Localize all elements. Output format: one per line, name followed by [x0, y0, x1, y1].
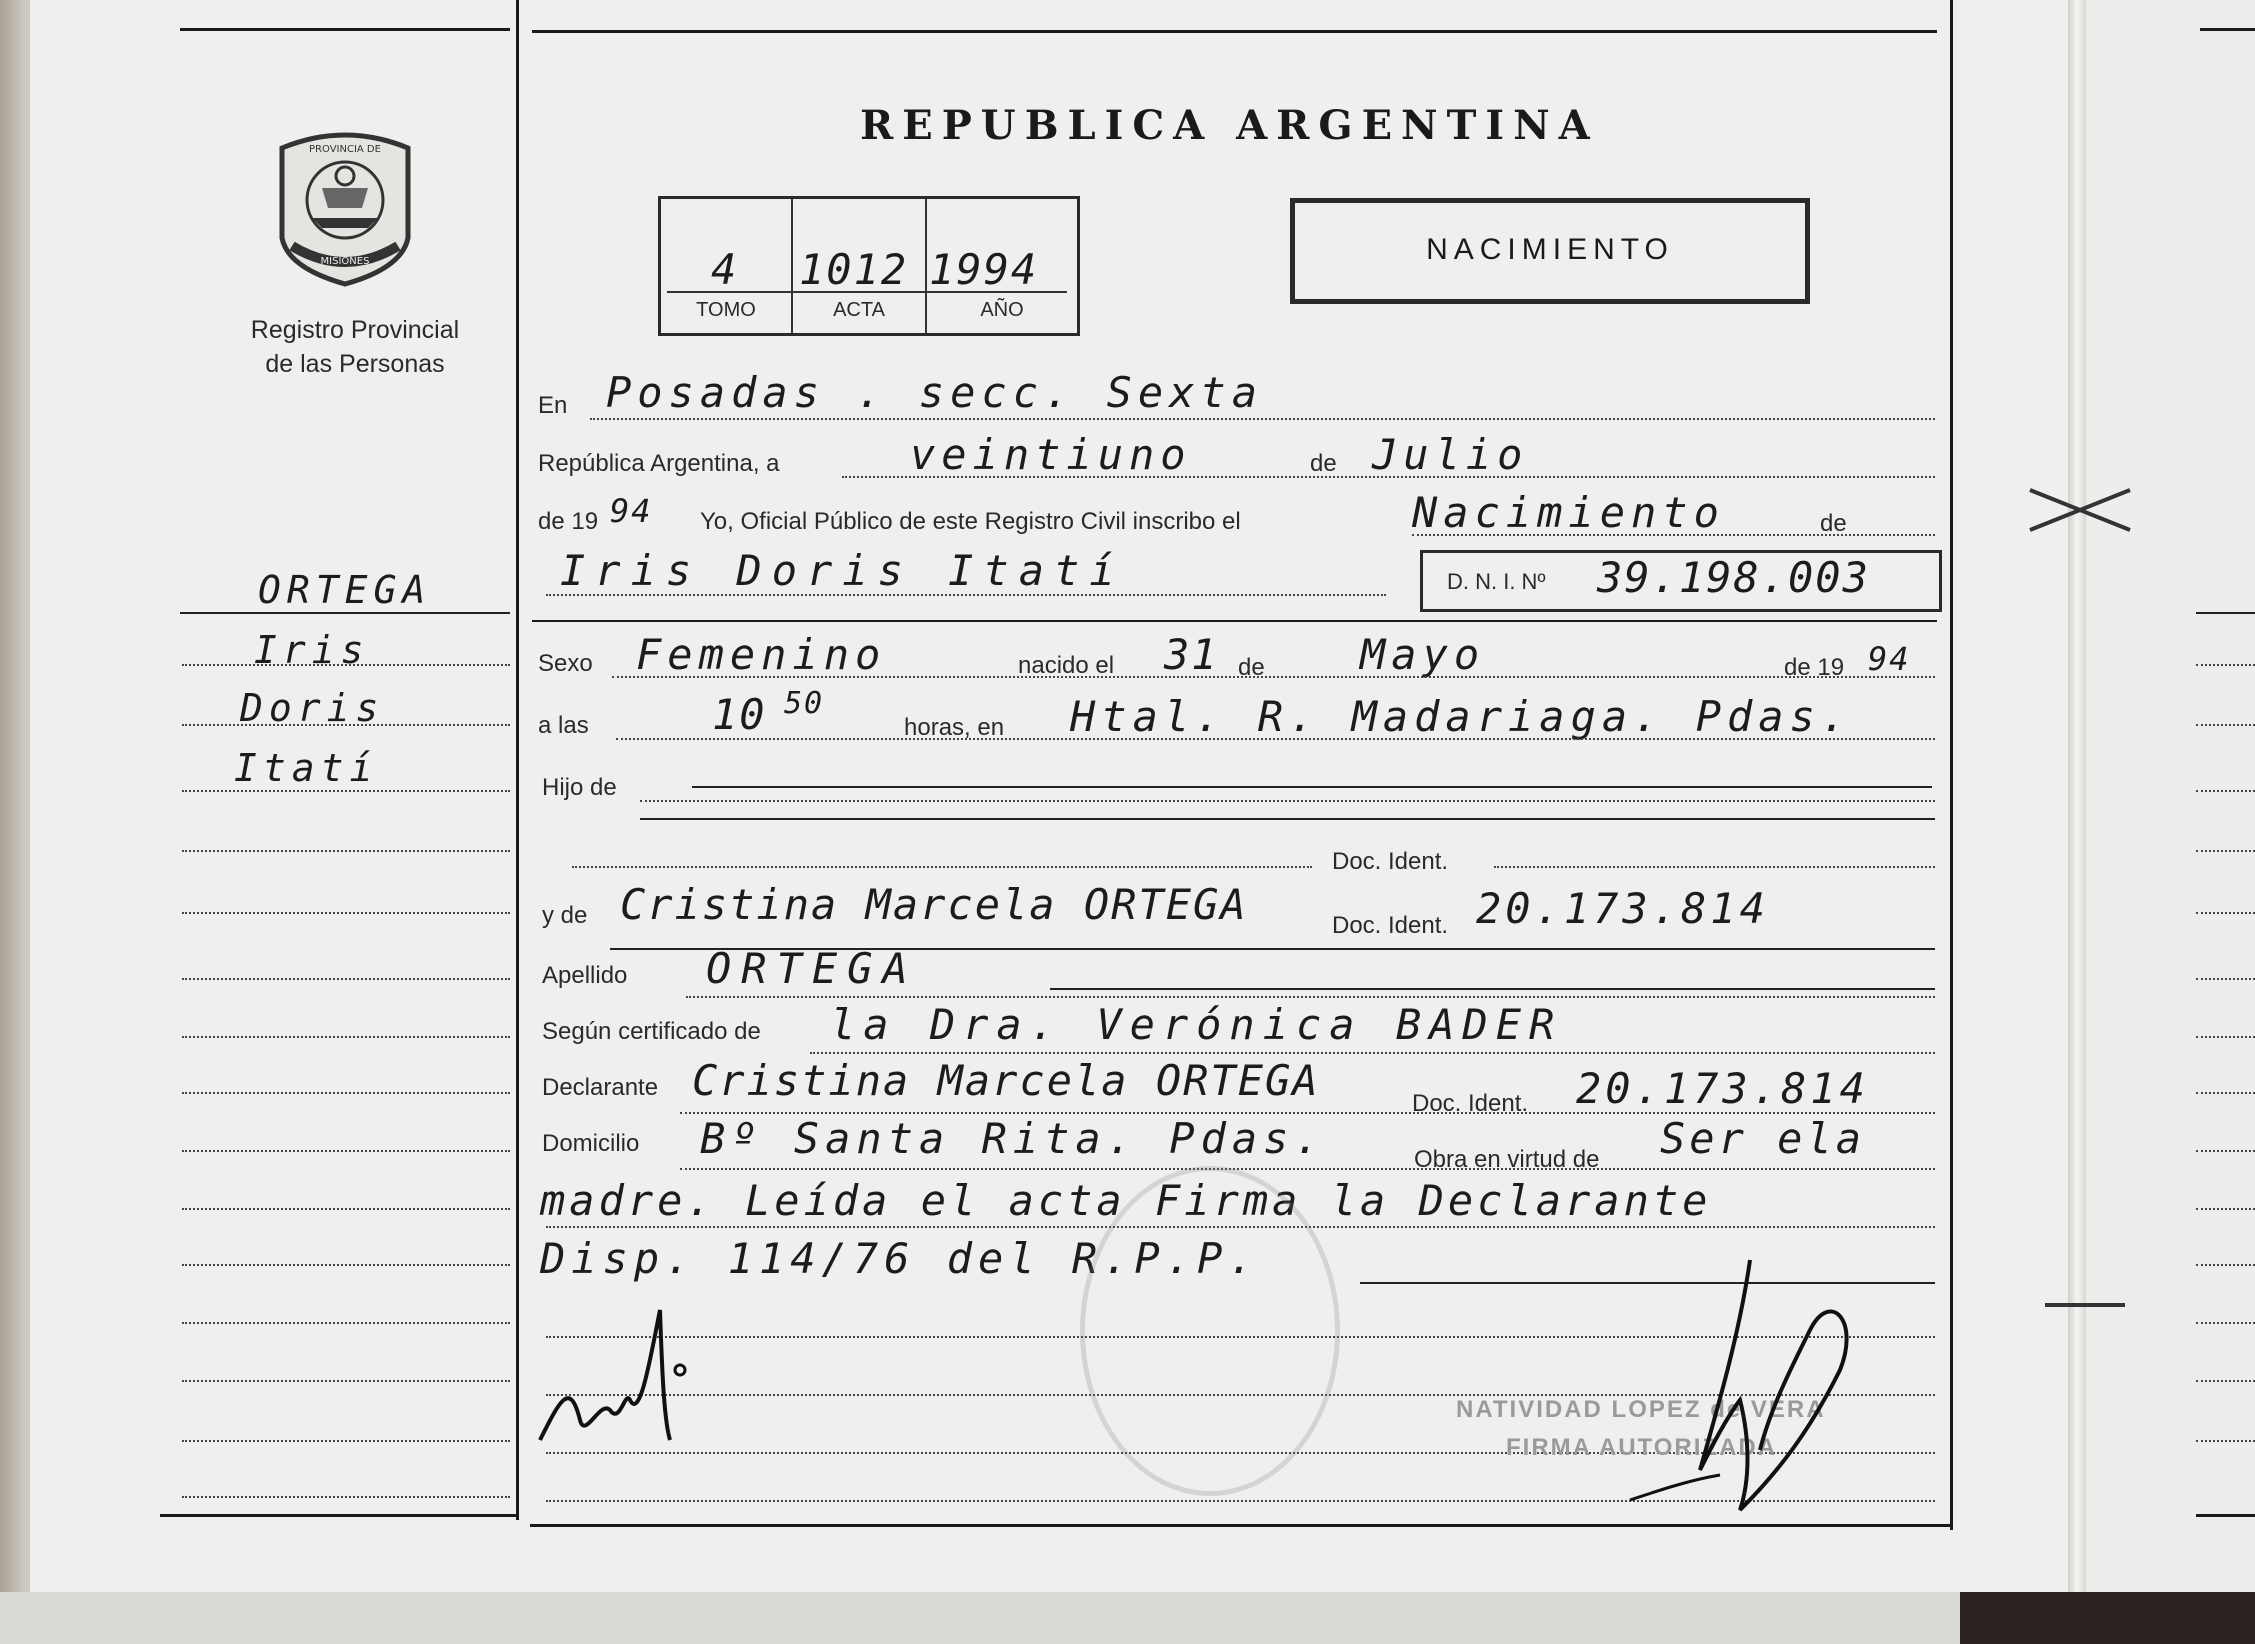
father-doc-label: Doc. Ident.	[1332, 848, 1449, 875]
birth-month: Mayo	[1360, 630, 1486, 679]
year-suffix: 94	[610, 492, 653, 530]
binding-stitch-icon-2	[2040, 1290, 2130, 1320]
act-type-label: NACIMIENTO	[1426, 233, 1674, 266]
domicilio-label: Domicilio	[542, 1130, 640, 1157]
mother-name: Cristina Marcela ORTEGA	[620, 880, 1248, 929]
binding-stitch-icon	[2020, 480, 2140, 540]
top-rule-right	[532, 30, 1937, 33]
en-label: En	[538, 392, 568, 419]
record-number-box	[658, 196, 1080, 336]
anio-label: AÑO	[980, 299, 1024, 321]
dni-box	[1420, 550, 1942, 612]
year-prefix: de 19	[538, 508, 599, 535]
month-value: Julio	[1372, 430, 1529, 479]
declarante-doc-label: Doc. Ident.	[1412, 1090, 1529, 1117]
next-page-edge	[2086, 0, 2255, 1592]
acta-value: 1012	[799, 245, 909, 294]
section-rule-1	[532, 620, 1937, 622]
page-gutter	[2068, 0, 2086, 1592]
domicilio-value: Bº Santa Rita. Pdas.	[700, 1114, 1326, 1163]
sexo-value: Femenino	[636, 630, 887, 679]
margin-signature-icon	[530, 1280, 710, 1460]
y-de-label: y de	[542, 902, 588, 929]
declarante-value: Cristina Marcela ORTEGA	[692, 1056, 1320, 1105]
margin-name-1: Iris	[254, 628, 370, 672]
sexo-label: Sexo	[538, 650, 593, 677]
tomo-label: TOMO	[696, 299, 756, 321]
stamp-officer-name: NATIVIDAD LOPEZ de VERA	[1456, 1396, 1826, 1423]
margin-surname-line	[180, 612, 510, 614]
place-of-registry: Posadas . secc. Sexta	[606, 368, 1264, 417]
dni-value: 39.198.003	[1597, 553, 1870, 602]
mother-doc-label: Doc. Ident.	[1332, 912, 1449, 939]
margin-name-3: Itatí	[234, 746, 379, 790]
day-value: veintiuno	[910, 430, 1192, 479]
republica-label: República Argentina, a	[538, 450, 780, 477]
event-value: Nacimiento	[1412, 488, 1725, 537]
anio-value: 1994	[929, 245, 1039, 294]
registered-name: Iris Doris Itatí	[560, 546, 1125, 595]
bottom-shadow	[1960, 1592, 2255, 1644]
de-label-2: de	[1820, 510, 1847, 537]
birth-de-label: de	[1238, 654, 1265, 681]
next-page-rule	[2200, 28, 2255, 31]
official-stamp-icon	[1080, 1166, 1340, 1496]
observations-line-1: madre. Leída el acta Firma la Declarante	[540, 1176, 1712, 1225]
hour-value: 10	[712, 690, 767, 739]
right-border	[1950, 0, 1953, 1530]
oficial-text: Yo, Oficial Público de este Registro Civil inscribo el	[700, 508, 1241, 535]
registry-name-line1: Registro Provincial	[250, 316, 460, 344]
declarante-label: Declarante	[542, 1074, 659, 1101]
margin-surname: ORTEGA	[258, 568, 432, 612]
observations-line-2: Disp. 114/76 del R.P.P.	[540, 1234, 1260, 1283]
tomo-value: 4	[711, 245, 743, 294]
birth-place: Htal. R. Madariaga. Pdas.	[1070, 692, 1853, 741]
de-label: de	[1310, 450, 1337, 477]
birth-day: 31	[1164, 630, 1219, 679]
bottom-edge	[0, 1592, 2255, 1644]
provincial-seal-icon	[272, 128, 418, 288]
birth-year-label: de 19	[1784, 654, 1845, 681]
top-rule-left	[180, 28, 510, 31]
horas-label: horas, en	[904, 714, 1005, 741]
officer-signature-icon	[1600, 1250, 1880, 1530]
apellido-label: Apellido	[542, 962, 628, 989]
stamp-authorized: FIRMA AUTORIZADA	[1506, 1434, 1778, 1461]
obra-label: Obra en virtud de	[1414, 1146, 1600, 1173]
country-title: REPUBLICA ARGENTINA	[860, 102, 1599, 149]
declarante-doc-value: 20.173.814	[1576, 1064, 1869, 1113]
minute-value: 50	[784, 686, 825, 721]
birth-year-value: 94	[1868, 640, 1911, 678]
margin-divider	[516, 0, 519, 1520]
act-type-box	[1290, 198, 1810, 304]
hijo-label: Hijo de	[542, 774, 617, 801]
a-las-label: a las	[538, 712, 589, 739]
registry-name-line2: de las Personas	[265, 350, 445, 378]
nacido-label: nacido el	[1018, 652, 1115, 679]
obra-value: Ser ela	[1660, 1114, 1866, 1163]
bottom-rule-left	[160, 1514, 516, 1517]
certificado-value: la Dra. Verónica BADER	[830, 1000, 1563, 1049]
margin-name-2: Doris	[240, 686, 385, 730]
certificado-label: Según certificado de	[542, 1018, 761, 1045]
acta-label: ACTA	[833, 299, 885, 321]
seal-text-top: PROVINCIA DE	[309, 144, 381, 155]
seal-text-bottom: MISIONES	[320, 256, 370, 267]
mother-doc-value: 20.173.814	[1476, 884, 1769, 933]
dni-label: D. N. I. Nº	[1447, 569, 1546, 594]
apellido-value: ORTEGA	[706, 944, 918, 993]
